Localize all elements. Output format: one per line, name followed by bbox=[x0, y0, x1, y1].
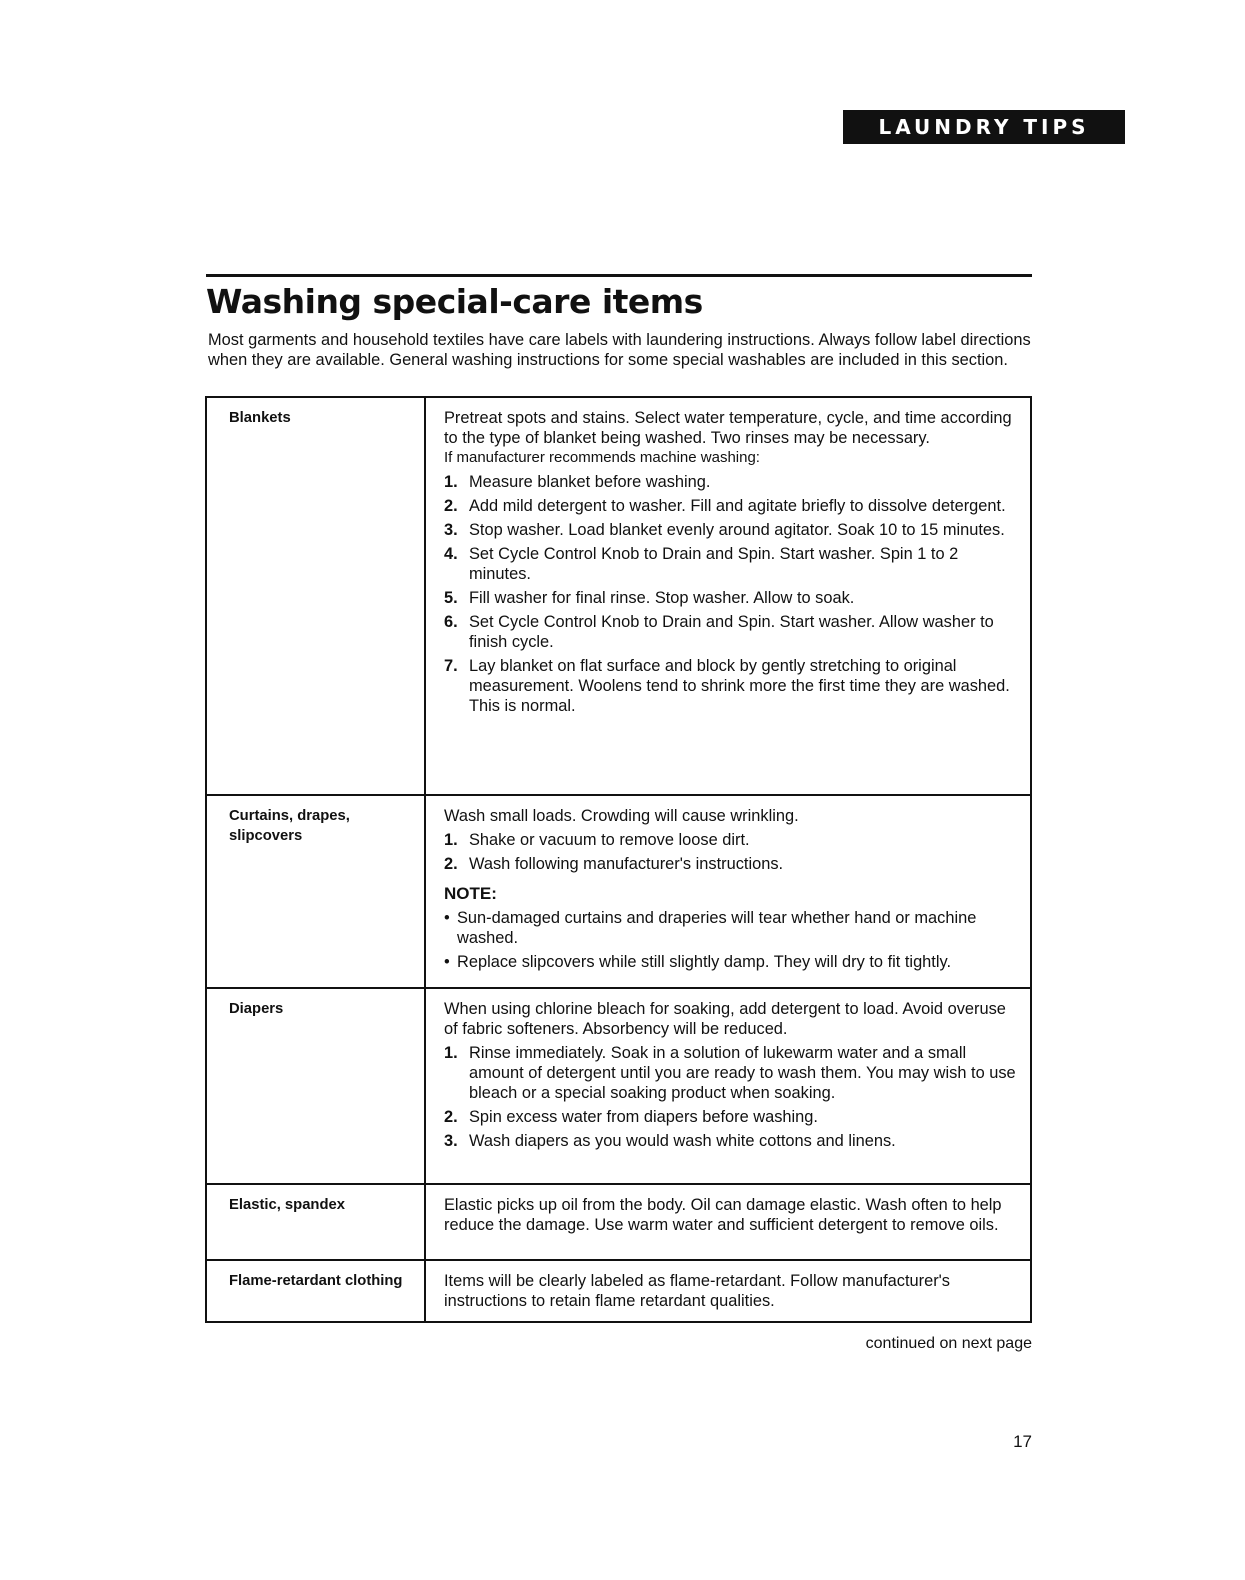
bullet-icon: • bbox=[444, 953, 450, 971]
row-label: Diapers bbox=[206, 988, 425, 1184]
list-item bbox=[444, 520, 1024, 540]
list-item bbox=[444, 952, 1024, 972]
list-item bbox=[444, 1131, 1024, 1151]
row-body bbox=[425, 1184, 1031, 1260]
care-table bbox=[205, 396, 1032, 1323]
page-number: 17 bbox=[1013, 1432, 1032, 1451]
intro-paragraph: Most garments and household textiles have care labels with laundering instructions. Always follow label directions when they are available. General washing instructions for some special washables are included in this section. bbox=[208, 331, 1031, 369]
step-text: Add mild detergent to washer. Fill and agitate briefly to dissolve detergent. bbox=[469, 497, 1006, 515]
step-text: Wash diapers as you would wash white cottons and linens. bbox=[469, 1132, 896, 1150]
list-item bbox=[444, 830, 1024, 850]
row-body bbox=[425, 988, 1031, 1184]
note-heading: NOTE: bbox=[444, 884, 497, 903]
list-item bbox=[444, 612, 1024, 652]
list-item bbox=[444, 854, 1024, 874]
bullet-icon: • bbox=[444, 909, 450, 927]
note-text: Sun-damaged curtains and draperies will tear whether hand or machine washed. bbox=[457, 909, 977, 947]
table-row-diapers bbox=[206, 988, 1031, 1184]
step-text: Spin excess water from diapers before washing. bbox=[469, 1108, 818, 1126]
step-list bbox=[444, 830, 1024, 874]
step-list bbox=[444, 472, 1024, 716]
list-item bbox=[444, 472, 1024, 492]
list-item bbox=[444, 908, 1024, 948]
step-number: 2. bbox=[444, 1108, 458, 1126]
step-text: Fill washer for final rinse. Stop washer. Allow to soak. bbox=[469, 589, 855, 607]
section-badge: LAUNDRY TIPS bbox=[843, 110, 1125, 144]
list-item bbox=[444, 1107, 1024, 1127]
row-body bbox=[425, 795, 1031, 988]
row-label: Curtains, drapes, slipcovers bbox=[206, 795, 425, 988]
step-number: 1. bbox=[444, 831, 458, 849]
row-paragraph: If manufacturer recommends machine washing: bbox=[444, 449, 760, 466]
step-number: 2. bbox=[444, 497, 458, 515]
step-number: 7. bbox=[444, 657, 458, 675]
step-number: 1. bbox=[444, 1044, 458, 1062]
step-text: Set Cycle Control Knob to Drain and Spin. Start washer. Spin 1 to 2 minutes. bbox=[469, 545, 959, 583]
step-number: 5. bbox=[444, 589, 458, 607]
step-number: 3. bbox=[444, 521, 458, 539]
list-item bbox=[444, 656, 1024, 716]
step-text: Shake or vacuum to remove loose dirt. bbox=[469, 831, 750, 849]
row-body bbox=[425, 1260, 1031, 1322]
table-row-curtains bbox=[206, 795, 1031, 988]
row-label: Flame-retardant clothing bbox=[206, 1260, 425, 1322]
step-text: Rinse immediately. Soak in a solution of lukewarm water and a small amount of detergent until you are ready to wash them. You may wish to use bleach or a special soaking product when soaking. bbox=[469, 1044, 1016, 1102]
step-text: Set Cycle Control Knob to Drain and Spin. Start washer. Allow washer to finish cycle. bbox=[469, 613, 994, 651]
note-list bbox=[444, 908, 1024, 972]
step-number: 1. bbox=[444, 473, 458, 491]
step-number: 3. bbox=[444, 1132, 458, 1150]
list-item bbox=[444, 496, 1024, 516]
table-row-blankets bbox=[206, 397, 1031, 795]
list-item bbox=[444, 588, 1024, 608]
step-list bbox=[444, 1043, 1024, 1151]
row-paragraph: Wash small loads. Crowding will cause wrinkling. bbox=[444, 807, 799, 825]
row-body bbox=[425, 397, 1031, 795]
page-title: Washing special-care items bbox=[206, 282, 703, 321]
list-item bbox=[444, 544, 1024, 584]
step-text: Stop washer. Load blanket evenly around agitator. Soak 10 to 15 minutes. bbox=[469, 521, 1005, 539]
step-number: 2. bbox=[444, 855, 458, 873]
step-number: 6. bbox=[444, 613, 458, 631]
row-paragraph: Pretreat spots and stains. Select water temperature, cycle, and time according to the type of blanket being washed. Two rinses may be necessary. bbox=[444, 409, 1012, 447]
step-number: 4. bbox=[444, 545, 458, 563]
row-paragraph: When using chlorine bleach for soaking, add detergent to load. Avoid overuse of fabric softeners. Absorbency will be reduced. bbox=[444, 1000, 1006, 1038]
step-text: Measure blanket before washing. bbox=[469, 473, 711, 491]
title-rule bbox=[206, 274, 1032, 277]
continued-note: continued on next page bbox=[865, 1335, 1032, 1352]
table-row-elastic bbox=[206, 1184, 1031, 1260]
list-item bbox=[444, 1043, 1024, 1103]
step-text: Wash following manufacturer's instructions. bbox=[469, 855, 784, 873]
row-paragraph: Elastic picks up oil from the body. Oil can damage elastic. Wash often to help reduce the damage. Use warm water and sufficient detergent to remove oils. bbox=[444, 1196, 1002, 1234]
row-label: Blankets bbox=[206, 397, 425, 795]
row-label: Elastic, spandex bbox=[206, 1184, 425, 1260]
row-paragraph: Items will be clearly labeled as flame-retardant. Follow manufacturer's instructions to retain flame retardant qualities. bbox=[444, 1272, 950, 1310]
note-text: Replace slipcovers while still slightly damp. They will dry to fit tightly. bbox=[457, 953, 952, 971]
table-row-flame-retardant bbox=[206, 1260, 1031, 1322]
step-text: Lay blanket on flat surface and block by gently stretching to original measurement. Woolens tend to shrink more the first time they are washed. This is normal. bbox=[469, 657, 1010, 715]
